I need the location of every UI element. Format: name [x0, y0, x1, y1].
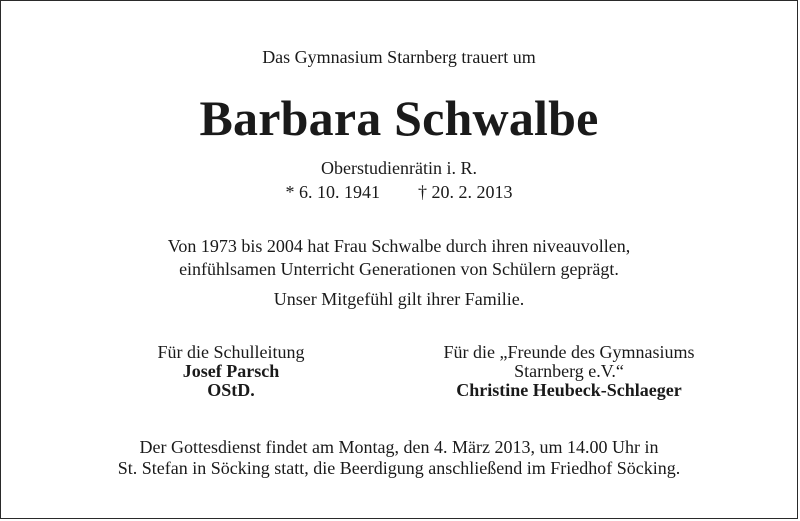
signature-left-label: Für die Schulleitung [157, 342, 305, 362]
signature-left-role: OStD. [207, 380, 255, 400]
intro-line: Das Gymnasium Starnberg trauert um [262, 47, 536, 67]
deceased-title: Oberstudienrätin i. R. [321, 158, 477, 178]
signature-right-name: Christine Heubeck-Schlaeger [456, 380, 682, 400]
signature-school-management [131, 343, 331, 400]
death-date: † 20. 2. 2013 [418, 182, 513, 202]
deceased-name: Barbara Schwalbe [199, 90, 599, 146]
signature-right-label-2: Starnberg e.V.“ [514, 361, 624, 381]
birth-date: * 6. 10. 1941 [285, 182, 380, 202]
service-line-1: Der Gottesdienst findet am Montag, den 4. März 2013, um 14.00 Uhr in [139, 437, 659, 457]
signature-friends-association [409, 343, 729, 400]
tribute-line-1: Von 1973 bis 2004 hat Frau Schwalbe durch ihren niveauvollen, [167, 236, 631, 256]
signature-left-name: Josef Parsch [182, 361, 280, 381]
service-line-2: St. Stefan in Söcking statt, die Beerdigung anschließend im Friedhof Söcking. [117, 458, 681, 478]
life-dates [1, 182, 797, 203]
sympathy-line: Unser Mitgefühl gilt ihrer Familie. [273, 289, 525, 309]
tribute-line-2: einfühlsamen Unterricht Generationen von Schülern geprägt. [179, 259, 619, 279]
signature-right-label-1: Für die „Freunde des Gymnasiums [443, 342, 695, 362]
